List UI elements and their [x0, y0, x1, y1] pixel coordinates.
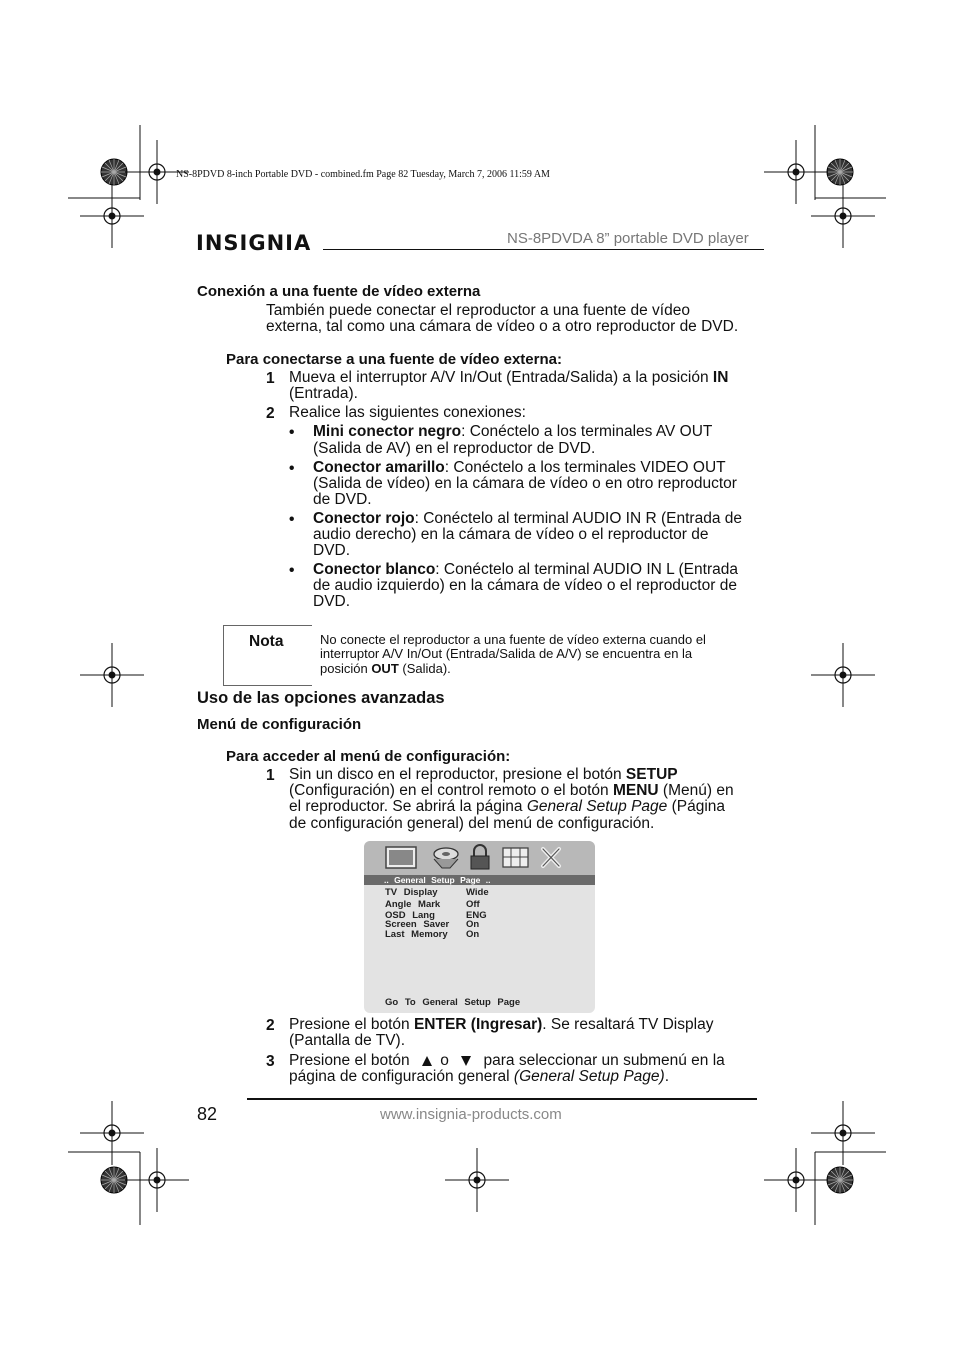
note-line-3: posición OUT (Salida).	[320, 661, 451, 676]
down-arrow-icon	[461, 1056, 471, 1066]
osd-setting-value: ENG	[466, 910, 487, 921]
general-setup-page-screenshot	[364, 841, 595, 1013]
setup-step-1-line-4: de configuración general) del menú de configuración.	[289, 815, 655, 832]
osd-setting-label: TV Display	[385, 887, 438, 898]
intro-line-2: externa, tal como una cámara de vídeo o a otro reproductor de DVD.	[266, 318, 739, 335]
note-line-1: No conecte el reproductor a una fuente de vídeo externa cuando el	[320, 632, 706, 647]
setup-step-3-line-1: Presione el botón o para seleccionar un submenú en la	[289, 1052, 725, 1069]
footer-url: www.insignia-products.com	[380, 1106, 562, 1123]
bullet-4-line-2: de audio izquierdo) en la cámara de vídeo o el reproductor de	[313, 577, 737, 594]
step-number: 2	[266, 1017, 275, 1034]
header-model: NS-8PDVDA 8” portable DVD player	[507, 230, 749, 247]
frame-slug-line: NS-8PDVD 8-inch Portable DVD - combined.fm Page 82 Tuesday, March 7, 2006 11:59 AM	[176, 169, 550, 180]
step-2-text: Realice las siguientes conexiones:	[289, 404, 526, 421]
intro-line-1: También puede conectar el reproductor a una fuente de vídeo	[266, 302, 690, 319]
osd-icon-bar	[364, 841, 595, 875]
step-1-line-1: Mueva el interruptor A/V In/Out (Entrada/Salida) a la posición IN	[289, 369, 729, 386]
tv-screen-icon	[386, 847, 416, 868]
osd-setting-value: Off	[466, 899, 480, 910]
osd-setting-label: Last Memory	[385, 929, 448, 940]
note-line-2: interruptor A/V In/Out (Entrada/Salida de A/V) se encuentra en la	[320, 646, 693, 661]
insignia-logo: INSIGNIA	[196, 231, 312, 255]
osd-setting-value: Wide	[466, 887, 489, 898]
subheading-setup-menu: Menú de configuración	[197, 716, 362, 733]
step-1-line-2: (Entrada).	[289, 385, 358, 402]
procedure-heading-connect: Para conectarse a una fuente de vídeo externa:	[226, 351, 562, 368]
setup-step-2-line-1: Presione el botón ENTER (Ingresar). Se resaltará TV Display	[289, 1016, 714, 1033]
osd-setting-label: Screen Saver	[385, 919, 450, 930]
footer-rule	[247, 1098, 757, 1100]
bullet-2-line-1: Conector amarillo: Conéctelo a los terminales VIDEO OUT	[313, 459, 726, 476]
osd-title-bar: .. General Setup Page ..	[364, 875, 595, 885]
header-rule	[323, 249, 764, 250]
bullet: •	[289, 424, 295, 441]
bullet-3-line-3: DVD.	[313, 542, 351, 559]
bullet: •	[289, 511, 295, 528]
bullet-2-line-3: de DVD.	[313, 491, 372, 508]
step-number: 2	[266, 405, 275, 422]
note-label: Nota	[249, 633, 284, 650]
step-number: 1	[266, 767, 275, 784]
step-number: 1	[266, 370, 275, 387]
osd-setting-label: OSD Lang	[385, 910, 435, 921]
bullet-4-line-3: DVD.	[313, 593, 351, 610]
osd-icons	[364, 841, 595, 875]
osd-setting-value: On	[466, 919, 480, 930]
osd-footer: Go To General Setup Page	[385, 997, 521, 1008]
section-heading-external-video: Conexión a una fuente de vídeo externa	[197, 283, 481, 300]
setup-step-1-line-1: Sin un disco en el reproductor, presione el botón SETUP	[289, 766, 678, 783]
osd-setting-label: Angle Mark	[385, 899, 441, 910]
bullet-4-line-1: Conector blanco: Conéctelo al terminal AUDIO IN L (Entrada	[313, 561, 738, 578]
setup-step-2-line-2: (Pantalla de TV).	[289, 1032, 406, 1049]
section-heading-advanced-options: Uso de las opciones avanzadas	[197, 689, 445, 707]
procedure-heading-setup: Para acceder al menú de configuración:	[226, 748, 511, 765]
up-arrow-icon	[422, 1056, 432, 1066]
bullet-3-line-2: audio derecho) en la cámara de vídeo o el reproductor de	[313, 526, 709, 543]
bullet: •	[289, 460, 295, 477]
setup-step-1-line-2: (Configuración) en el control remoto o el botón MENU (Menú) en	[289, 782, 734, 799]
setup-step-3-line-2: página de configuración general (General Setup Page).	[289, 1068, 670, 1085]
bullet: •	[289, 562, 295, 579]
bullet-2-line-2: (Salida de vídeo) en la cámara de vídeo o en otro reproductor	[313, 475, 737, 492]
grid-panel-icon	[503, 848, 528, 867]
step-number: 3	[266, 1053, 275, 1070]
bullet-1-line-2: (Salida de AV) en el reproductor de DVD.	[313, 440, 596, 457]
disc-speaker-icon	[434, 848, 458, 868]
osd-setting-value: On	[466, 929, 480, 940]
padlock-icon	[471, 845, 489, 869]
page-number: 82	[197, 1104, 218, 1124]
bullet-3-line-1: Conector rojo: Conéctelo al terminal AUDIO IN R (Entrada de	[313, 510, 742, 527]
bullet-1-line-1: Mini conector negro: Conéctelo a los terminales AV OUT	[313, 423, 713, 440]
setup-step-1-line-3: el reproductor. Se abrirá la página General Setup Page (Página	[289, 798, 726, 815]
